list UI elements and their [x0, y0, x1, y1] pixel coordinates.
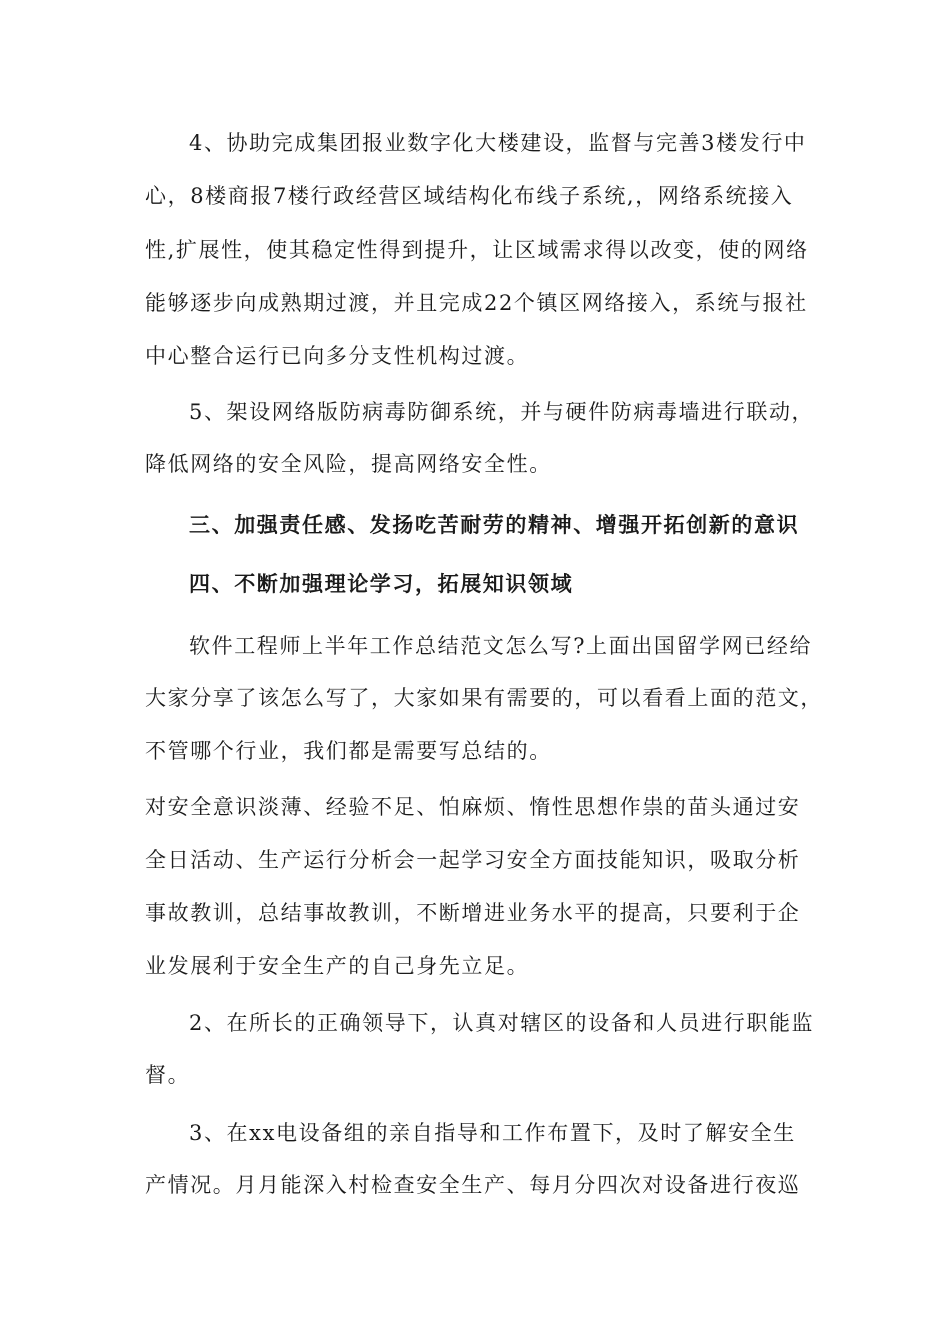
text-line: 软件工程师上半年工作总结范文怎么写?上面出国留学网已经给 [189, 634, 813, 658]
text-line: 对安全意识淡薄、经验不足、怕麻烦、惰性思想作祟的苗头通过安 [145, 795, 801, 819]
text-line: 降低网络的安全风险，提高网络安全性。 [145, 452, 552, 476]
text-line: 业发展利于安全生产的自己身先立足。 [145, 954, 530, 978]
text-line: 5、架设网络版防病毒防御系统，并与硬件防病毒墙进行联动， [189, 400, 815, 424]
section-heading: 三、加强责任感、发扬吃苦耐劳的精神、增强开拓创新的意识 [189, 512, 800, 537]
text-line: 督。 [145, 1063, 191, 1087]
text-line: 能够逐步向成熟期过渡，并且完成22个镇区网络接入，系统与报社 [145, 291, 808, 315]
text-line: 4、协助完成集团报业数字化大楼建设，监督与完善3楼发行中 [189, 131, 807, 155]
text-line: 不管哪个行业，我们都是需要写总结的。 [145, 739, 552, 763]
text-line: 事故教训，总结事故教训，不断增进业务水平的提高，只要利于企 [145, 901, 801, 925]
text-line: 性,扩展性，使其稳定性得到提升，让区域需求得以改变，使的网络 [145, 238, 809, 262]
text-line: 产情况。月月能深入村检查安全生产、每月分四次对设备进行夜巡 [145, 1173, 801, 1197]
text-line: 中心整合运行已向多分支性机构过渡。 [145, 344, 530, 368]
text-line: 全日活动、生产运行分析会一起学习安全方面技能知识，吸取分析 [145, 848, 801, 872]
text-line: 2、在所长的正确领导下，认真对辖区的设备和人员进行职能监 [189, 1011, 815, 1035]
text-line: 3、在xx电设备组的亲自指导和工作布置下，及时了解安全生 [189, 1121, 796, 1145]
section-heading: 四、不断加强理论学习，拓展知识领域 [189, 571, 574, 596]
text-line: 心，8楼商报7楼行政经营区域结构化布线子系统,，网络系统接入 [145, 184, 794, 208]
text-line: 大家分享了该怎么写了，大家如果有需要的，可以看看上面的范文， [145, 686, 823, 710]
